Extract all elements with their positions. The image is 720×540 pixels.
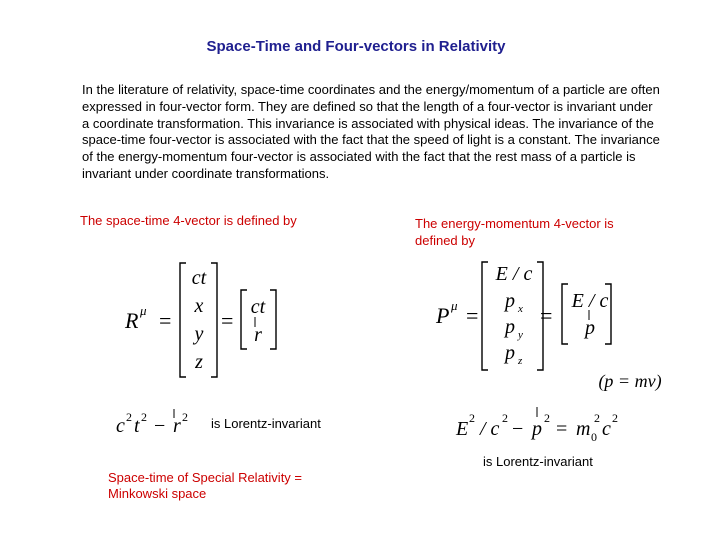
spacetime-invariant-equation <box>114 404 209 440</box>
spacetime-vector-equation <box>110 255 290 385</box>
spacetime-compact-component: r <box>254 324 262 346</box>
energy-momentum-component: E / c <box>495 263 533 285</box>
page-title: Space-Time and Four-vectors in Relativity <box>206 38 506 55</box>
energy-momentum-compact-component: E / c <box>571 290 609 312</box>
svg-text:−: − <box>154 415 166 437</box>
energy-momentum-component: p <box>505 316 515 338</box>
svg-text:−: − <box>512 418 524 440</box>
spacetime-component: ct <box>191 267 207 289</box>
svg-text:c: c <box>602 418 611 440</box>
spacetime-compact-component: ct <box>250 296 266 318</box>
energy-momentum-subscript: x <box>518 303 523 315</box>
spacetime-label: The space-time 4-vector is defined by <box>80 213 297 228</box>
energy-momentum-label: The energy-momentum 4-vector is defined by <box>415 216 614 248</box>
svg-text:2: 2 <box>612 411 618 425</box>
svg-text:2: 2 <box>126 410 132 424</box>
svg-text:c: c <box>116 415 125 437</box>
energy-momentum-invariant-label: is Lorentz-invariant <box>483 454 593 469</box>
svg-text:=: = <box>556 418 568 440</box>
spacetime-component: z <box>195 351 203 373</box>
intro-paragraph: In the literature of relativity, space-time coordinates and the energy/momentum of a particle are often expressed in four-vector form. They are defined so that the length of a four-vector is invariant under a coordinate transformation. This invariance is associated with physical ideas. The invariance of the space-time four-vector is associated with the fact that the speed of light is a constant. The invariance of the energy-momentum four-vector is associated with the fact that the rest mass of a particle is invariant under coordinate transformations. <box>82 82 660 181</box>
momentum-relation: (p = mv) <box>598 371 662 391</box>
energy-momentum-subscript: z <box>518 355 523 367</box>
energy-momentum-subscript: y <box>518 329 523 341</box>
energy-momentum-vector-equation <box>432 258 672 393</box>
svg-text:=: = <box>466 303 479 328</box>
svg-text:2: 2 <box>502 411 508 425</box>
energy-momentum-superscript: μ <box>451 298 458 313</box>
energy-momentum-compact-component: p <box>585 317 595 339</box>
spacetime-component: x <box>194 295 204 317</box>
energy-momentum-invariant-equation <box>452 404 652 444</box>
svg-text:=: = <box>221 308 234 333</box>
svg-text:0: 0 <box>591 430 597 444</box>
svg-text:/ c: / c <box>480 418 500 440</box>
energy-momentum-component: p <box>505 290 515 312</box>
energy-momentum-symbol: P <box>436 303 450 328</box>
spacetime-superscript: μ <box>140 303 147 318</box>
spacetime-symbol: R <box>125 308 139 333</box>
svg-text:E: E <box>456 418 469 440</box>
svg-text:2: 2 <box>182 410 188 424</box>
minkowski-note: Space-time of Special Relativity = Minkowski space <box>108 470 303 501</box>
svg-text:2: 2 <box>594 411 600 425</box>
svg-text:2: 2 <box>141 410 147 424</box>
svg-text:2: 2 <box>469 411 475 425</box>
svg-text:=: = <box>540 303 553 328</box>
svg-text:m: m <box>576 418 591 440</box>
spacetime-component: y <box>194 323 204 345</box>
svg-text:t: t <box>134 415 140 437</box>
spacetime-invariant-label: is Lorentz-invariant <box>211 416 321 431</box>
svg-text:p: p <box>532 418 542 440</box>
svg-text:r: r <box>173 415 181 437</box>
svg-text:=: = <box>159 308 172 333</box>
energy-momentum-component: p <box>505 342 515 364</box>
svg-text:2: 2 <box>544 411 550 425</box>
